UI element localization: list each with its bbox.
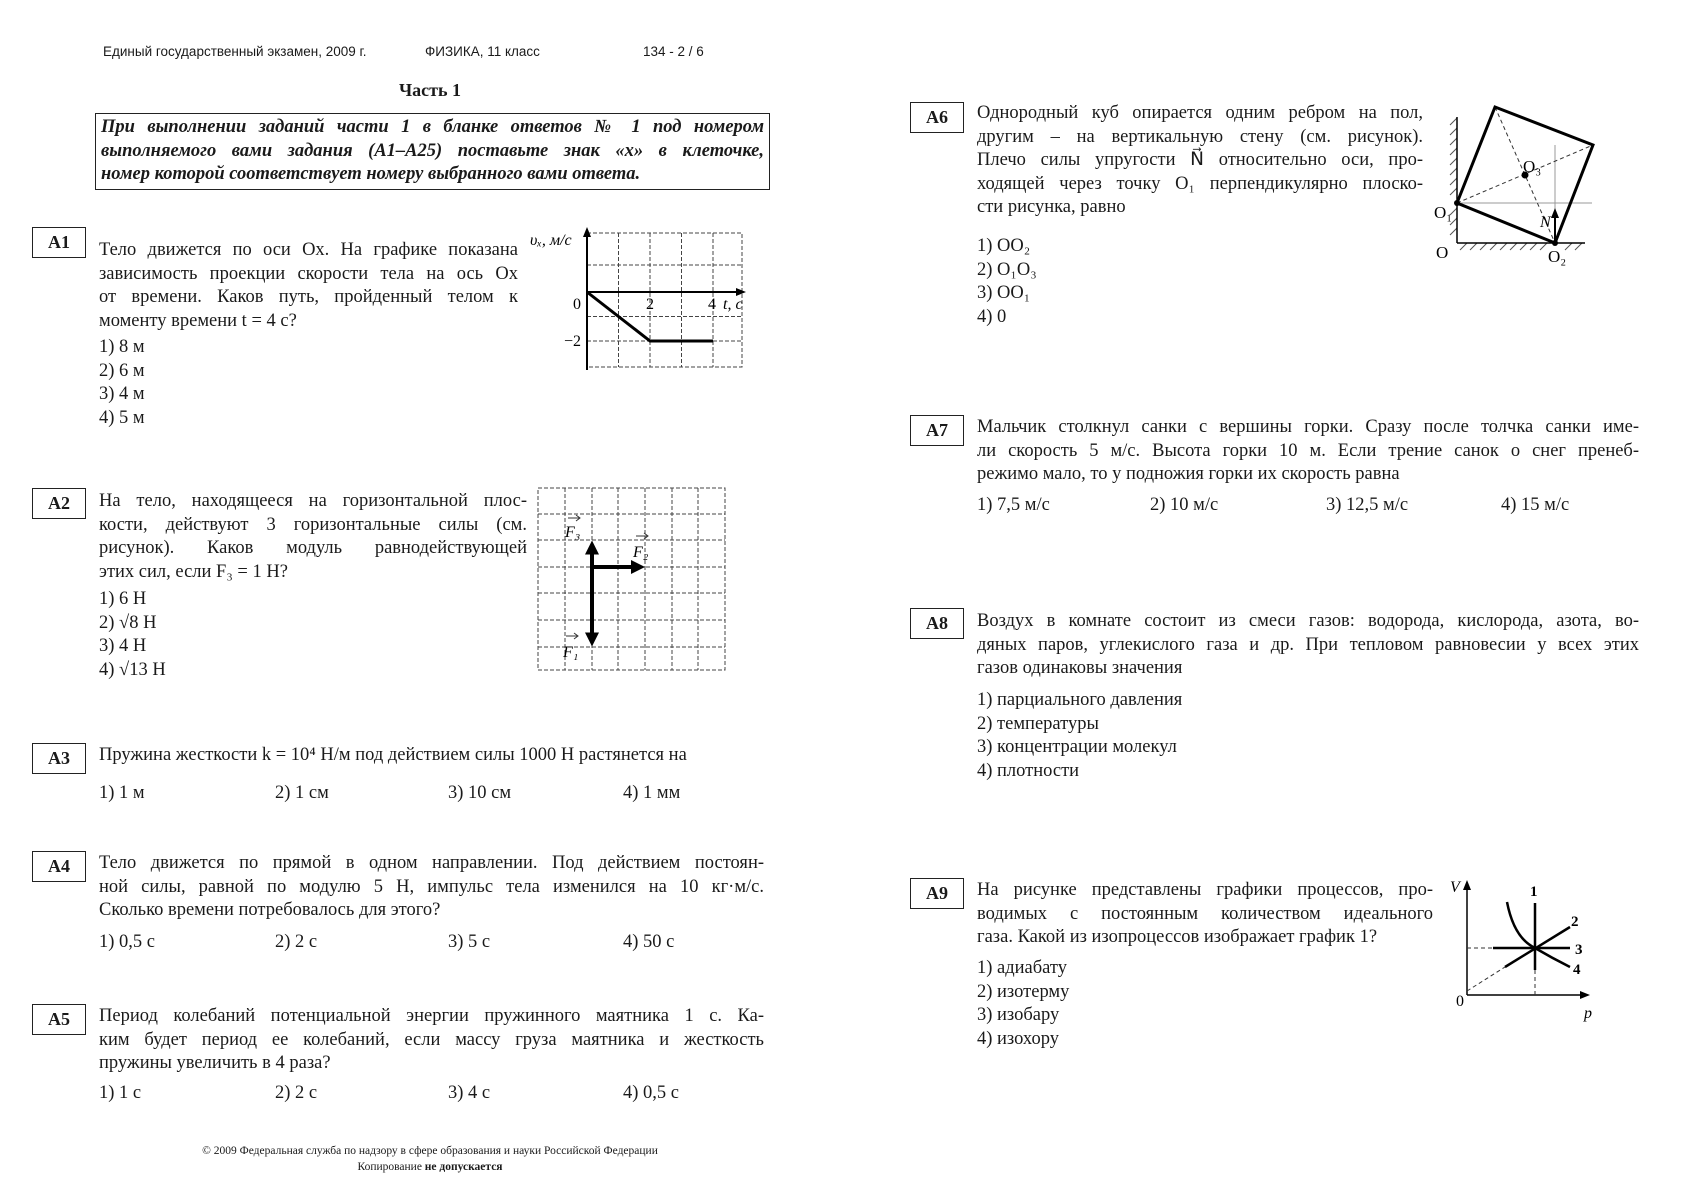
question-line: кости, действуют 3 горизонтальные силы (см. bbox=[99, 514, 527, 535]
question-line: На рисунке представлены графики процессов, про- bbox=[977, 880, 1433, 900]
question-line: другим – на вертикальную стену (см. рисунок). bbox=[977, 126, 1423, 147]
question-line: Сколько времени потребовалось для этого? bbox=[99, 900, 441, 920]
tick-y-neg2: −2 bbox=[564, 333, 582, 350]
question-text-a3 bbox=[99, 744, 687, 768]
answer-option[interactable]: 3) OO₁ bbox=[977, 283, 1031, 303]
o3-label: O₃ bbox=[1523, 157, 1542, 176]
question-number-a3: А3 bbox=[32, 743, 86, 774]
y-axis-arrow-icon bbox=[583, 227, 591, 237]
instruction-line: выполняемого вами задания (А1–А25) поставьте знак «х» в клеточке, bbox=[101, 140, 764, 161]
question-line: дяных паров, углекислого газа и др. При тепловом равновесии у всех этих bbox=[977, 634, 1639, 655]
answer-option[interactable]: 2) √8 Н bbox=[99, 612, 157, 633]
footer-copy-bold: не допускается bbox=[424, 1161, 503, 1173]
f1-label: F₁ bbox=[563, 644, 579, 661]
answer-option[interactable]: 2) O₁O₃ bbox=[977, 259, 1037, 280]
grid bbox=[538, 488, 725, 670]
question-line: Пружина жесткости k = 10⁴ Н/м под действием силы 1000 Н растянется на bbox=[99, 745, 687, 765]
a6-cube-figure bbox=[1420, 90, 1670, 280]
answer-option[interactable]: 3) концентрации молекул bbox=[977, 737, 1177, 757]
n-label: N bbox=[1540, 214, 1551, 231]
o2-label: O₂ bbox=[1548, 247, 1567, 266]
question-line: ходящей через точку O₁ перпендикулярно плоско- bbox=[977, 173, 1423, 194]
tick-x-4: 4 bbox=[708, 296, 716, 313]
f2-arrowhead-icon bbox=[631, 560, 645, 574]
answer-option[interactable]: 2) 2 с bbox=[275, 932, 318, 952]
answer-option[interactable]: 4) 50 с bbox=[623, 932, 675, 952]
question-text-a1 bbox=[99, 239, 518, 333]
curve-1-label: 1 bbox=[1530, 884, 1538, 900]
answer-option[interactable]: 2) изотерму bbox=[977, 981, 1070, 1002]
answer-option[interactable]: 3) 12,5 м/с bbox=[1326, 495, 1409, 515]
answer-option[interactable]: 1) OO₂ bbox=[977, 236, 1031, 256]
process-4 bbox=[1507, 902, 1570, 967]
answer-option[interactable]: 3) 4 Н bbox=[99, 636, 147, 656]
grid bbox=[587, 233, 742, 367]
answer-option[interactable]: 4) √13 Н bbox=[99, 659, 166, 680]
question-line: режимо мало, то у подножия горки их скорость равна bbox=[977, 464, 1400, 484]
question-number-a1: А1 bbox=[32, 227, 86, 258]
x-axis-label: t, с bbox=[723, 296, 743, 313]
question-line: зависимость проекции скорости тела на ось Ох bbox=[99, 263, 518, 284]
question-number-a6: А6 bbox=[910, 102, 964, 133]
instruction-line: номер которой соответствует номеру выбранного вами ответа. bbox=[101, 164, 641, 184]
answer-option[interactable]: 4) 5 м bbox=[99, 407, 145, 428]
a1-velocity-graph bbox=[530, 225, 760, 375]
question-number-a8: А8 bbox=[910, 608, 964, 639]
answer-option[interactable]: 3) 4 с bbox=[448, 1083, 491, 1103]
question-number-a9: А9 bbox=[910, 878, 964, 909]
question-number-a2: А2 bbox=[32, 488, 86, 519]
question-line: Период колебаний потенциальной энергии пружинного маятника 1 с. Ка- bbox=[99, 1006, 764, 1026]
question-text-a8 bbox=[977, 610, 1639, 681]
guide bbox=[1467, 967, 1505, 991]
o-label: O bbox=[1436, 243, 1449, 262]
answer-option[interactable]: 3) 10 см bbox=[448, 783, 512, 803]
curve-3-label: 3 bbox=[1575, 942, 1583, 958]
n-arrow-icon bbox=[1551, 208, 1559, 218]
question-number-a4: А4 bbox=[32, 851, 86, 882]
answer-option[interactable]: 1) 1 м bbox=[99, 783, 145, 803]
question-line: Мальчик столкнул санки с вершины горки. Сразу после толчка санки име- bbox=[977, 417, 1639, 437]
answer-option[interactable]: 4) плотности bbox=[977, 760, 1080, 781]
a9-vp-graph bbox=[1440, 870, 1620, 1030]
question-line: моменту времени t = 4 с? bbox=[99, 310, 297, 331]
question-line: ким будет период ее колебаний, если массу груза маятника и жесткость bbox=[99, 1029, 764, 1050]
answer-option[interactable]: 1) парциального давления bbox=[977, 690, 1183, 710]
question-line: от времени. Каков путь, пройденный телом к bbox=[99, 287, 518, 307]
question-number-a5: А5 bbox=[32, 1004, 86, 1035]
tick-0: 0 bbox=[573, 296, 581, 313]
question-text-a2 bbox=[99, 490, 527, 584]
question-text-a9 bbox=[977, 879, 1433, 950]
question-line: газа. Какой из изопроцессов изображает график 1? bbox=[977, 927, 1378, 947]
footer-copy-prefix: Копирование bbox=[357, 1161, 425, 1173]
question-line: пружины увеличить в 4 раза? bbox=[99, 1053, 331, 1073]
question-line: Воздух в комнате состоит из смеси газов: водорода, кислорода, азота, во- bbox=[977, 611, 1639, 631]
answer-option[interactable]: 2) температуры bbox=[977, 713, 1099, 734]
question-line: Тело движется по прямой в одном направлении. Под действием постоян- bbox=[99, 853, 764, 873]
question-line: Плечо силы упругости N⃗ относительно оси, про- bbox=[977, 150, 1423, 170]
question-line: водимых с постоянным количеством идеального bbox=[977, 903, 1433, 924]
o1-label: O₁ bbox=[1434, 203, 1453, 222]
answer-option[interactable]: 4) 0,5 с bbox=[623, 1083, 679, 1103]
answer-option[interactable]: 4) изохору bbox=[977, 1028, 1059, 1049]
question-number-a7: А7 bbox=[910, 415, 964, 446]
header-subject: ФИЗИКА, 11 класс bbox=[425, 44, 540, 59]
a2-forces-figure bbox=[535, 485, 735, 680]
origin-label: 0 bbox=[1456, 993, 1464, 1010]
tick-x-2: 2 bbox=[646, 296, 654, 313]
x-axis-arrow-icon bbox=[736, 288, 746, 296]
answer-option[interactable]: 4) 1 мм bbox=[623, 783, 681, 803]
answer-option[interactable]: 3) изобару bbox=[977, 1005, 1060, 1025]
f1-arrowhead-icon bbox=[585, 633, 599, 647]
answer-option[interactable]: 1) 6 Н bbox=[99, 589, 147, 609]
answer-option[interactable]: 1) 7,5 м/с bbox=[977, 495, 1050, 515]
answer-option[interactable]: 3) 5 с bbox=[448, 932, 491, 952]
instruction-box bbox=[95, 113, 770, 190]
answer-option[interactable]: 1) 8 м bbox=[99, 337, 145, 357]
footer-copyright: © 2009 Федеральная служба по надзору в сфере образования и науки Российской Федерации bbox=[202, 1145, 658, 1157]
question-line: Однородный куб опирается одним ребром на пол, bbox=[977, 103, 1423, 123]
answer-option[interactable]: 2) 10 м/с bbox=[1150, 495, 1219, 515]
question-line: сти рисунка, равно bbox=[977, 197, 1126, 217]
answer-option[interactable]: 2) 2 с bbox=[275, 1083, 318, 1103]
header-page: 134 - 2 / 6 bbox=[643, 44, 704, 59]
header-exam: Единый государственный экзамен, 2009 г. bbox=[103, 44, 367, 59]
part-title: Часть 1 bbox=[398, 80, 462, 100]
p-axis-arrow-icon bbox=[1580, 991, 1590, 999]
question-text-a7 bbox=[977, 416, 1639, 487]
question-line: ной силы, равной по модулю 5 Н, импульс тела изменился на 10 кг·м/с. bbox=[99, 876, 764, 897]
f3-arrowhead-icon bbox=[585, 541, 599, 555]
answer-option[interactable]: 2) 6 м bbox=[99, 360, 145, 381]
question-text-a4 bbox=[99, 852, 764, 923]
v-axis-arrow-icon bbox=[1463, 880, 1471, 890]
y-axis-label: υₓ, м/с bbox=[530, 232, 572, 249]
answer-option[interactable]: 1) 1 с bbox=[99, 1083, 142, 1103]
v-label: V bbox=[1450, 879, 1460, 896]
question-line: ли скорость 5 м/с. Высота горки 10 м. Если трение санок о снег пренеб- bbox=[977, 440, 1639, 461]
answer-option[interactable]: 1) 0,5 с bbox=[99, 932, 155, 952]
answer-option[interactable]: 1) адиабату bbox=[977, 958, 1068, 978]
instruction-line: При выполнении заданий части 1 в бланке ответов № 1 под номером bbox=[101, 117, 764, 137]
curve-2-label: 2 bbox=[1571, 914, 1579, 930]
question-line: На тело, находящееся на горизонтальной плос- bbox=[99, 491, 527, 511]
answer-option[interactable]: 4) 0 bbox=[977, 306, 1007, 327]
f3-label: F₃ bbox=[565, 524, 581, 541]
curve-4-label: 4 bbox=[1573, 962, 1581, 978]
answer-option[interactable]: 3) 4 м bbox=[99, 384, 145, 404]
wall-hatching bbox=[1450, 118, 1582, 250]
footer-copy-notice bbox=[0, 1161, 860, 1173]
f2-label: F₂ bbox=[633, 544, 649, 561]
p-label: p bbox=[1584, 1005, 1592, 1022]
answer-option[interactable]: 2) 1 см bbox=[275, 783, 329, 803]
question-text-a5 bbox=[99, 1005, 764, 1076]
answer-option[interactable]: 4) 15 м/с bbox=[1501, 495, 1570, 515]
point-o1 bbox=[1454, 200, 1460, 206]
question-line: Тело движется по оси Ох. На графике показана bbox=[99, 240, 518, 260]
question-line: этих сил, если F₃ = 1 Н? bbox=[99, 561, 288, 582]
question-line: газов одинаковы значения bbox=[977, 658, 1183, 678]
question-text-a6 bbox=[977, 102, 1423, 220]
question-line: рисунок). Каков модуль равнодействующей bbox=[99, 538, 527, 558]
